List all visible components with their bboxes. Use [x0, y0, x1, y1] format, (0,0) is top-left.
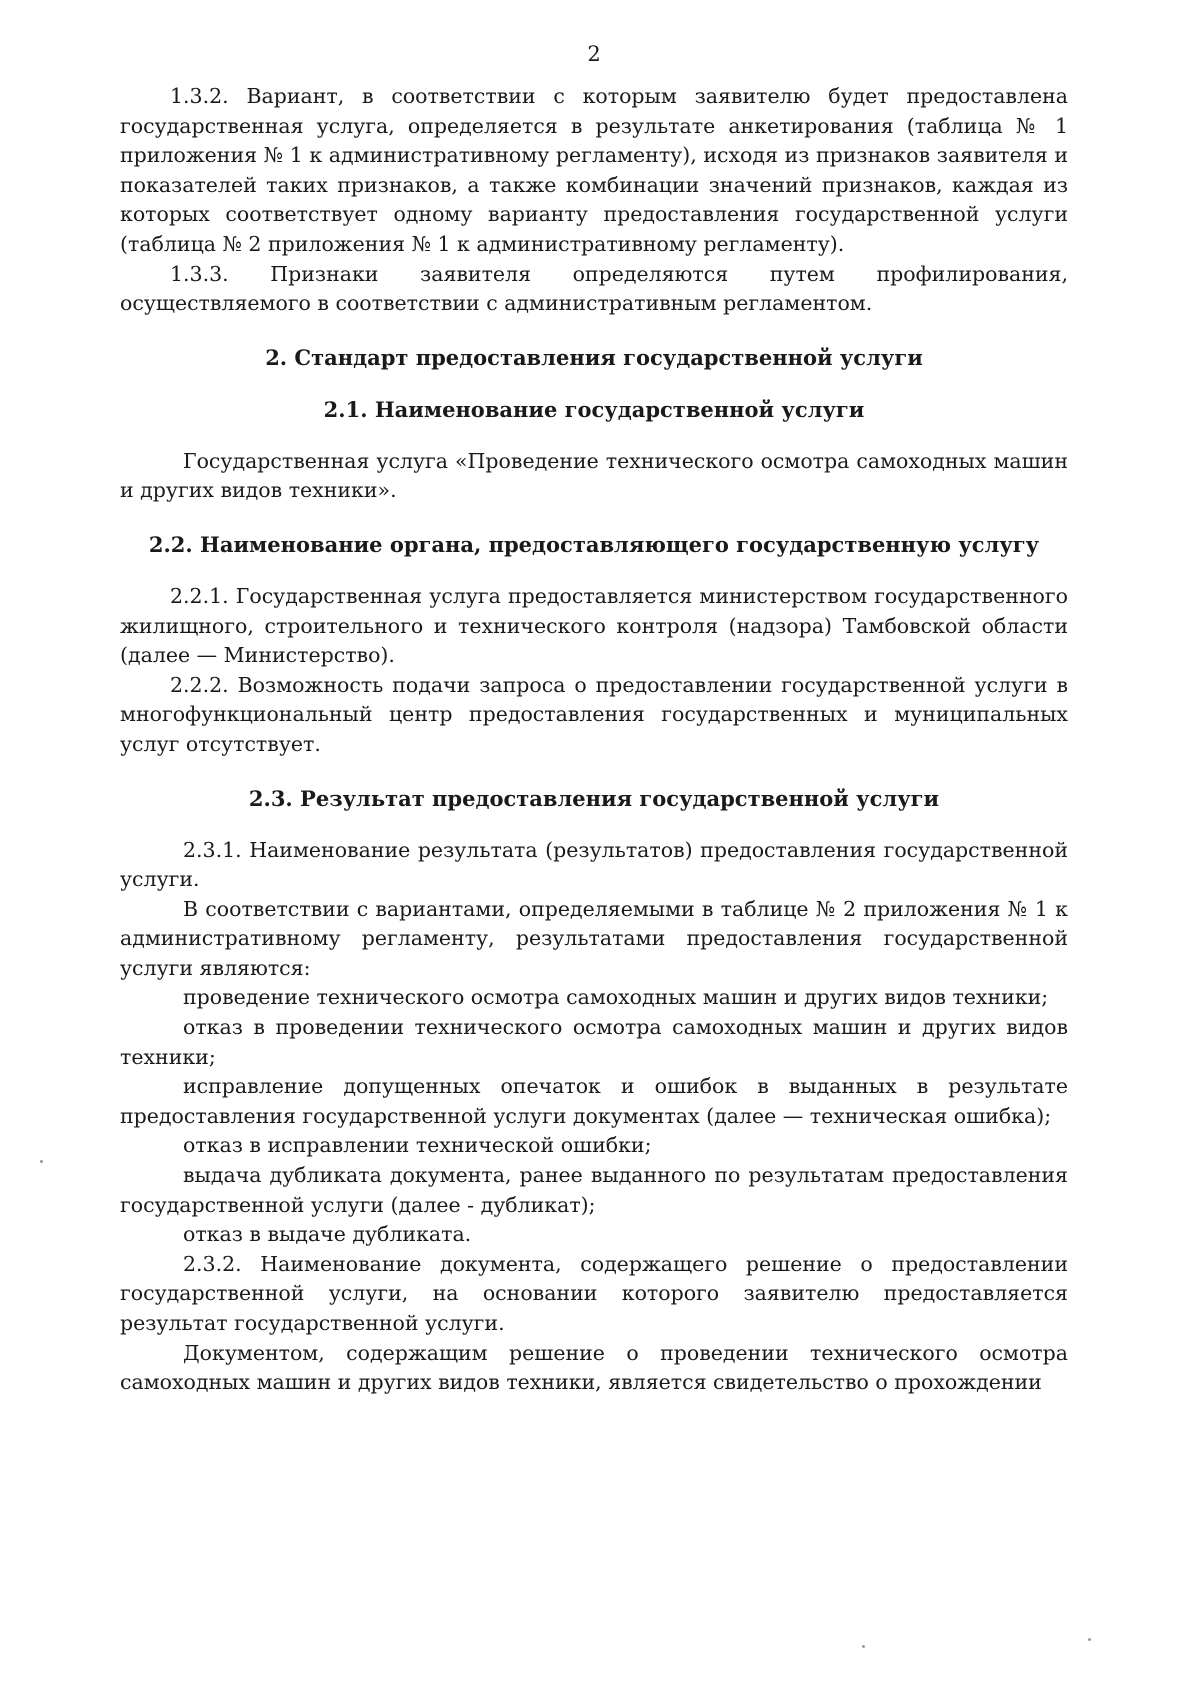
paragraph-1-3-2: 1.3.2. Вариант, в соответствии с которым заявителю будет предоставлена государственная услуга, определяется в результате анкетирования (таблица № 1 приложения № 1 к административному регламенту), исходя из признаков заявителя и показателей таких признаков, а также комбинации значений признаков, каждая из которых соответствует одному варианту предоставления государственной услуги (таблица № 2 приложения № 1 к административному регламенту). — [120, 84, 1068, 256]
paragraph-2-3-1: 2.3.1. Наименование результата (результатов) предоставления государственной услуги. — [120, 837, 1068, 892]
paragraph-2-3-2-document: Документом, содержащим решение о проведении технического осмотра самоходных машин и других видов техники, является свидетельство о прохождении — [120, 1340, 1068, 1395]
scan-speck — [40, 1160, 43, 1163]
paragraph-2-2-1: 2.2.1. Государственная услуга предоставляется министерством государственного жилищного, строительного и технического контроля (надзора) Тамбовской области (далее — Министерство). — [120, 583, 1068, 668]
result-item-inspection: проведение технического осмотра самоходных машин и других видов техники; — [183, 985, 1049, 1010]
scan-speck — [1088, 1638, 1091, 1641]
document-page — [120, 40, 1068, 1660]
section-2-1-heading: 2.1. Наименование государственной услуги — [323, 396, 865, 422]
result-item-duplicate: выдача дубликата документа, ранее выданного по результатам предоставления государственной услуги (далее - дубликат); — [120, 1163, 1068, 1217]
paragraph-2-3-2: 2.3.2. Наименование документа, содержащего решение о предоставлении государственной услуги, на основании которого заявителю предоставляется результат государственной услуги. — [120, 1251, 1068, 1335]
paragraph-2-2-2: 2.2.2. Возможность подачи запроса о предоставлении государственной услуги в многофункциональный центр предоставления государственных и муниципальных услуг отсутствует. — [120, 672, 1068, 756]
page-number: 2 — [587, 42, 601, 66]
paragraph-2-3-results-intro: В соответствии с вариантами, определяемыми в таблице № 2 приложения № 1 к административному регламенту, результатами предоставления государственной услуги являются: — [120, 896, 1068, 980]
result-item-duplicate-refusal: отказ в выдаче дубликата. — [183, 1222, 472, 1247]
result-item-error-correction-refusal: отказ в исправлении технической ошибки; — [183, 1133, 652, 1158]
paragraph-2-1: Государственная услуга «Проведение технического осмотра самоходных машин и других видов техники». — [120, 448, 1068, 503]
section-2-2-heading: 2.2. Наименование органа, предоставляющего государственную услугу — [148, 531, 1040, 557]
scan-speck — [862, 1645, 865, 1648]
result-item-inspection-refusal: отказ в проведении технического осмотра самоходных машин и других видов техники; — [120, 1015, 1068, 1069]
paragraph-1-3-3: 1.3.3. Признаки заявителя определяются путем профилирования, осуществляемого в соответствии с административным регламентом. — [120, 261, 1068, 316]
section-2-heading: 2. Стандарт предоставления государственной услуги — [265, 344, 923, 370]
result-item-error-correction: исправление допущенных опечаток и ошибок в выданных в результате предоставления государственной услуги документах (далее — техническая ошибка); — [120, 1074, 1068, 1128]
section-2-3-heading: 2.3. Результат предоставления государственной услуги — [248, 785, 940, 811]
